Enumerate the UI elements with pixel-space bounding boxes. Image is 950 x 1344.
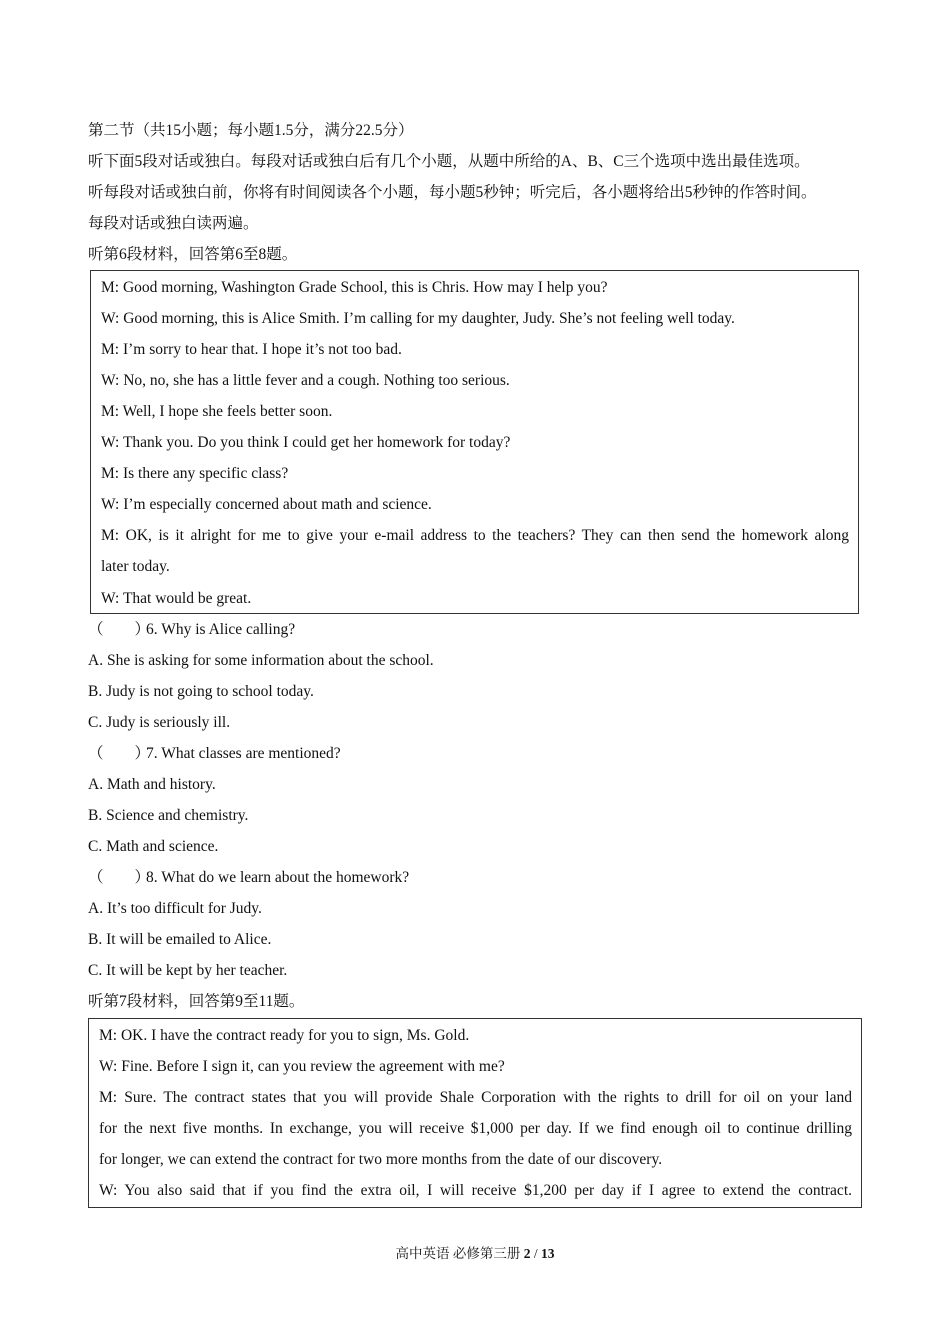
question-6 [88,620,295,640]
question-stem: 7. What classes are mentioned? [146,745,341,762]
passage6-intro: 听第6段材料，回答第6至8题。 [88,246,298,263]
instruction-line-3: 每段对话或独白读两遍。 [88,215,259,232]
question-stem: 8. What do we learn about the homework? [146,869,410,886]
passage7-intro: 听第7段材料，回答第9至11题。 [88,993,305,1010]
answer-blank[interactable]: （ ） [88,621,151,638]
dialogue-line: later today. [101,558,170,575]
page-separator: / [533,1246,538,1261]
option-7a: A. Math and history. [88,776,216,793]
dialogue-line: for longer, we can extend the contract for two more months from the date of our discovery. [99,1151,663,1168]
dialogue-line: M: OK, is it alright for me to give your e-mail address to the teachers? They can then send the homework along [101,527,849,544]
question-8 [88,868,409,888]
dialogue-line: W: That would be great. [101,590,252,607]
dialogue-line: W: Good morning, this is Alice Smith. I’m calling for my daughter, Judy. She’s not feeling well today. [101,310,735,327]
dialogue-line: W: I’m especially concerned about math and science. [101,496,432,513]
dialogue-line: for the next five months. In exchange, you will receive $1,000 per day. If we find enough oil to continue drilling [99,1120,852,1137]
option-7b: B. Science and chemistry. [88,807,249,824]
option-7c: C. Math and science. [88,838,219,855]
dialogue-line: M: Well, I hope she feels better soon. [101,403,333,420]
passage6-transcript-box [90,270,859,614]
option-6b: B. Judy is not going to school today. [88,683,314,700]
question-stem: 6. Why is Alice calling? [146,621,296,638]
dialogue-line: M: Is there any specific class? [101,465,289,482]
instruction-line-2: 听每段对话或独白前，你将有时间阅读各个小题，每小题5秒钟；听完后，各小题将给出5秒钟的作答时间。 [88,184,817,201]
option-8b: B. It will be emailed to Alice. [88,931,272,948]
section-header: 第二节（共15小题；每小题1.5分，满分22.5分） [88,122,414,139]
answer-blank[interactable]: （ ） [88,745,151,762]
page-footer [0,1244,950,1264]
dialogue-line: W: Fine. Before I sign it, can you review the agreement with me? [99,1058,505,1075]
question-7 [88,744,341,764]
option-8c: C. It will be kept by her teacher. [88,962,288,979]
dialogue-line: M: OK. I have the contract ready for you to sign, Ms. Gold. [99,1027,470,1044]
dialogue-line: W: Thank you. Do you think I could get her homework for today? [101,434,511,451]
footer-title: 高中英语 必修第三册 [395,1246,521,1261]
dialogue-line: M: Sure. The contract states that you will provide Shale Corporation with the rights to drill for oil on your land [99,1089,852,1106]
dialogue-line: W: You also said that if you find the extra oil, I will receive $1,200 per day if I agree to extend the contract. [99,1182,852,1199]
instruction-line-1: 听下面5段对话或独白。每段对话或独白后有几个小题，从题中所给的A、B、C三个选项中选出最佳选项。 [88,153,810,170]
option-8a: A. It’s too difficult for Judy. [88,900,262,917]
dialogue-line: M: I’m sorry to hear that. I hope it’s not too bad. [101,341,402,358]
page-total: 13 [541,1246,555,1261]
answer-blank[interactable]: （ ） [88,869,151,886]
option-6a: A. She is asking for some information about the school. [88,652,434,669]
dialogue-line: W: No, no, she has a little fever and a cough. Nothing too serious. [101,372,510,389]
passage7-transcript-box [88,1018,862,1208]
option-6c: C. Judy is seriously ill. [88,714,231,731]
dialogue-line: M: Good morning, Washington Grade School, this is Chris. How may I help you? [101,279,608,296]
page-number: 2 [523,1246,531,1261]
